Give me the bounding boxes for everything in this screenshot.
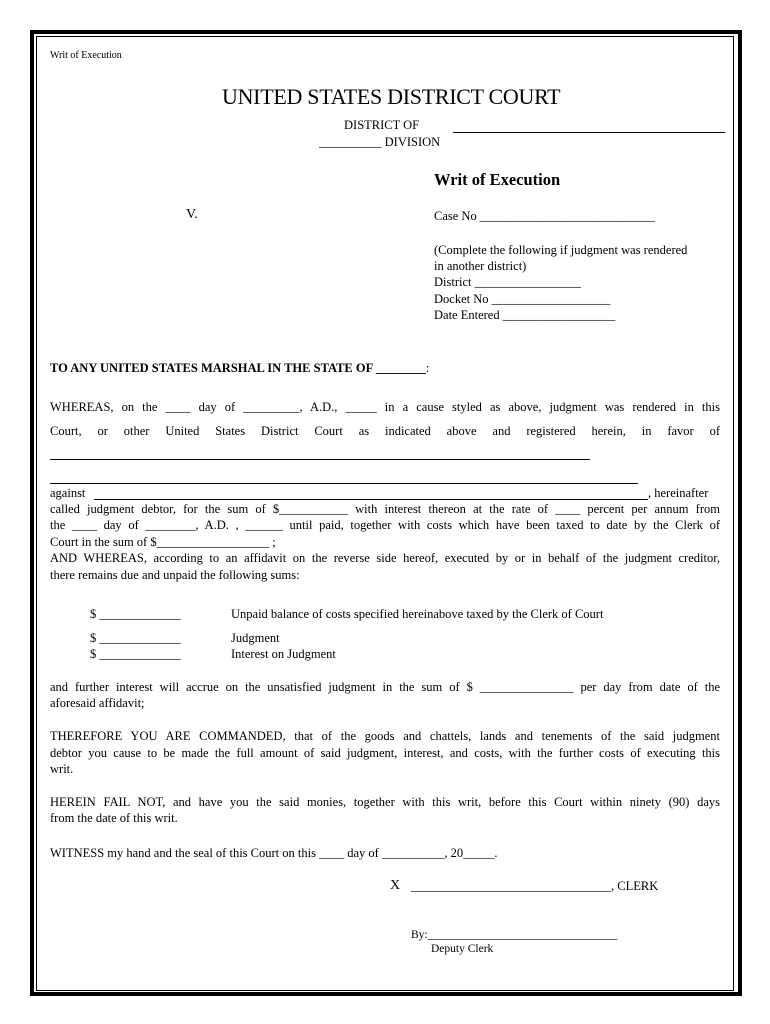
date-entered-row — [434, 307, 615, 323]
creditor-line-1[interactable] — [50, 459, 590, 460]
header-label: Writ of Execution — [50, 50, 122, 61]
clerk-signature-field[interactable]: ________________________________ — [411, 879, 611, 893]
date-entered-field[interactable]: __________________ — [502, 308, 616, 322]
docket-row — [434, 291, 610, 307]
division-line — [319, 134, 440, 150]
division-blank[interactable]: __________ — [319, 135, 382, 149]
therefore-line-3: writ. — [50, 762, 74, 776]
interest-line-2: aforesaid affidavit; — [50, 696, 145, 710]
deputy-signature-field[interactable]: _________________________________ — [427, 929, 618, 941]
by-row — [411, 928, 617, 943]
against-label: against — [50, 486, 86, 500]
sum-row-costs — [90, 606, 181, 622]
sum-row-interest — [90, 646, 181, 662]
other-district-row — [434, 274, 581, 290]
sum-row-judgment — [90, 630, 181, 646]
sum-dollar: $ — [90, 647, 97, 661]
clerk-label: , CLERK — [611, 879, 659, 893]
court-title: UNITED STATES DISTRICT COURT — [222, 84, 561, 109]
sum-label-judgment: Judgment — [231, 631, 280, 645]
sum-field[interactable]: _____________ — [99, 631, 181, 645]
case-no-field[interactable]: ____________________________ — [479, 209, 655, 223]
creditor-line-2[interactable] — [50, 483, 638, 484]
interest-line-1: and further interest will accrue on the unsatisfied judgment in the sum of $ _______________ per day from date of the — [50, 680, 720, 694]
sum-field[interactable]: _____________ — [99, 607, 181, 621]
sum-dollar: $ — [90, 607, 97, 621]
district-line[interactable] — [453, 132, 725, 133]
marshal-text: TO ANY UNITED STATES MARSHAL IN THE STATE OF — [50, 361, 373, 375]
whereas-line-4: called judgment debtor, for the sum of $___________ with interest thereon at the rate of ____ percent per annum from — [50, 502, 720, 516]
whereas-line-6: Court in the sum of $__________________ ; — [50, 535, 276, 549]
marshal-line — [50, 360, 429, 376]
witness-line: WITNESS my hand and the seal of this Court on this ____ day of __________, 20_____. — [50, 846, 498, 860]
marshal-colon: : — [425, 361, 430, 375]
clerk-signature-row — [411, 878, 658, 894]
therefore-line-2: debtor you cause to be made the full amount of said judgment, interest, and costs, with the further costs of executing this — [50, 746, 720, 760]
docket-field[interactable]: ___________________ — [491, 292, 611, 306]
other-district-label: District — [434, 275, 472, 289]
marshal-state-field[interactable]: ________ — [375, 361, 426, 375]
deputy-clerk-label: Deputy Clerk — [431, 943, 494, 955]
signature-x: X — [390, 878, 401, 893]
herein-line-1: HEREIN FAIL NOT, and have you the said monies, together with this writ, before this Court within ninety (90) days — [50, 795, 720, 809]
whereas-line-2: Court, or other United States District Court as indicated above and registered herein, in favor of — [50, 424, 720, 438]
date-entered-label: Date Entered — [434, 308, 500, 322]
case-no-label: Case No — [434, 209, 477, 223]
against-tail: , hereinafter — [648, 486, 709, 500]
case-note-2: in another district) — [434, 259, 527, 273]
whereas-line-8: there remains due and unpaid the following sums: — [50, 568, 300, 582]
sum-label-costs: Unpaid balance of costs specified hereinabove taxed by the Clerk of Court — [231, 607, 604, 621]
whereas-line-5: the ____ day of ________, A.D. , ______ until paid, together with costs which have been taxed to date by the Clerk of — [50, 518, 720, 532]
sum-field[interactable]: _____________ — [99, 647, 181, 661]
debtor-line[interactable] — [94, 499, 648, 500]
therefore-line-1: THEREFORE YOU ARE COMMANDED, that of the goods and chattels, lands and tenements of the said judgment — [50, 729, 720, 743]
district-label: DISTRICT OF — [344, 118, 420, 132]
herein-line-2: from the date of this writ. — [50, 811, 178, 825]
other-district-field[interactable]: _________________ — [474, 275, 581, 289]
form-title: Writ of Execution — [434, 170, 561, 189]
sum-label-interest: Interest on Judgment — [231, 647, 336, 661]
division-label: DIVISION — [384, 135, 441, 149]
docket-label: Docket No — [434, 292, 489, 306]
versus: V. — [186, 207, 198, 222]
sum-dollar: $ — [90, 631, 97, 645]
by-label: By: — [411, 929, 428, 941]
whereas-line-7: AND WHEREAS, according to an affidavit on the reverse side hereof, executed by or in behalf of the judgment creditor, — [50, 551, 720, 565]
case-note: (Complete the following if judgment was rendered — [434, 243, 688, 257]
whereas-line-1: WHEREAS, on the ____ day of _________, A.D., _____ in a cause styled as above, judgment was rendered in this — [50, 400, 720, 414]
case-no-row — [434, 208, 655, 224]
